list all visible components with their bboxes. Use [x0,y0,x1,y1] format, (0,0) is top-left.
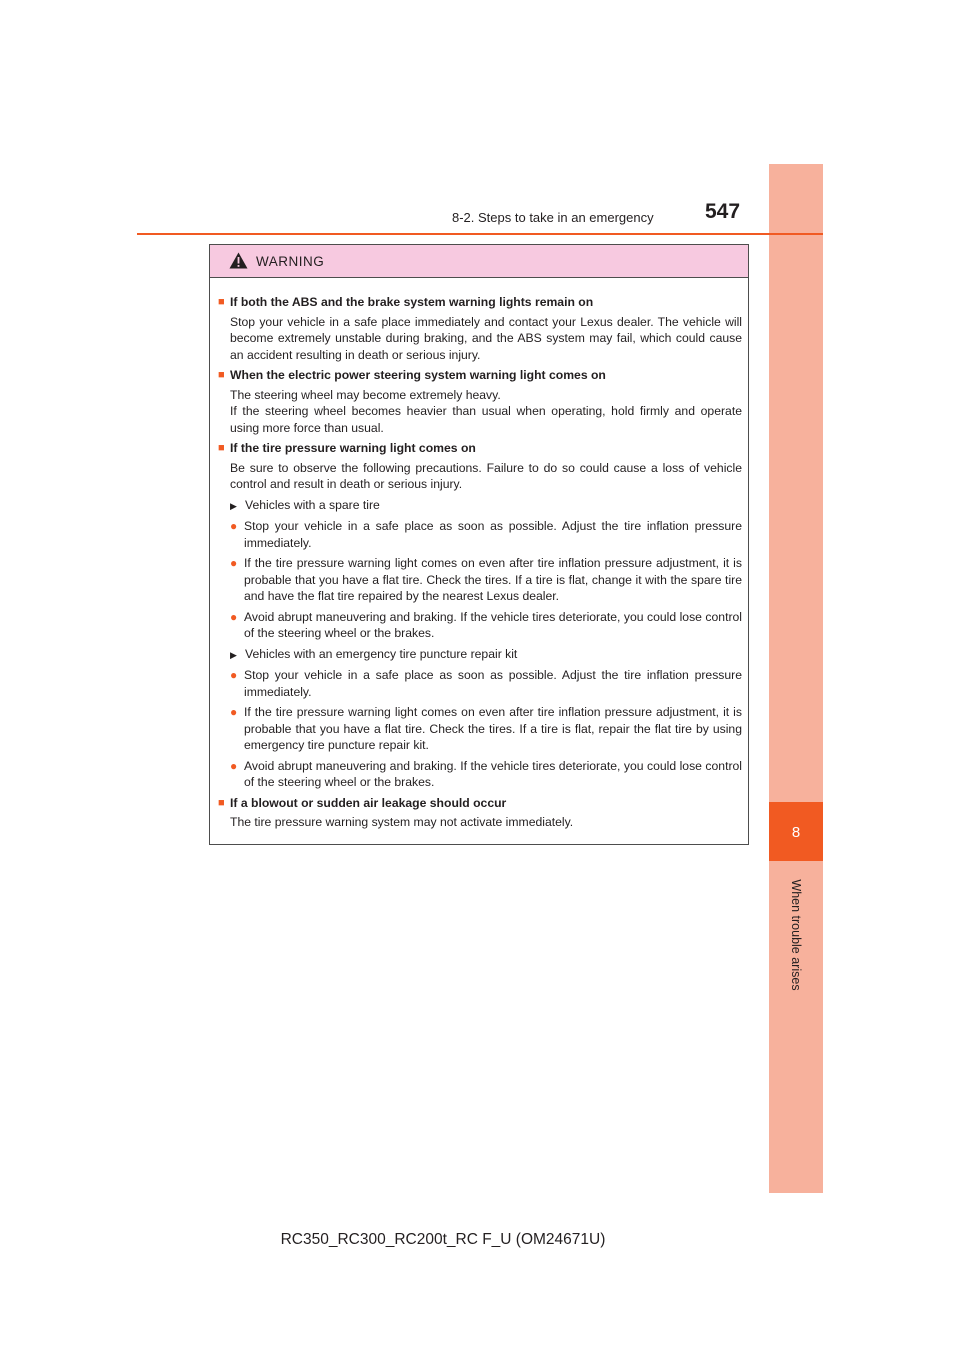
circle-bullet-icon: ● [230,609,238,624]
warning-item-heading: ■ If the tire pressure warning light comes on [218,441,476,455]
warning-item-text: The steering wheel may become extremely heavy. If the steering wheel becomes heavier than usual when operating, hold firmly and operate using more force than usual. [230,387,742,435]
square-bullet-icon: ■ [218,442,225,454]
header-divider [137,233,823,235]
warning-item-text: Stop your vehicle in a safe place immediately and contact your Lexus dealer. The vehicle will become extremely unstable during braking, and the ABS system may fail, which could cause an accident resulting in death or serious injury. [230,314,742,362]
warning-body [210,278,748,831]
vehicle-type-heading: ▶ Vehicles with an emergency tire puncture repair kit [230,646,742,664]
list-item: ● If the tire pressure warning light comes on even after tire inflation pressure adjustment, it is probable that you have a flat tire. Check the tires. If a tire is flat, repair the flat tire by using emergency tire puncture repair kit. [230,705,742,752]
list-item: ● Stop your vehicle in a safe place as soon as possible. Adjust the tire inflation pressure immediately. [230,519,742,550]
square-bullet-icon: ■ [218,369,225,381]
list-item: ● If the tire pressure warning light comes on even after tire inflation pressure adjustment, it is probable that you have a flat tire. Check the tires. If a tire is flat, change it with the spare tire and have the flat tire repaired by the nearest Lexus dealer. [230,556,742,603]
section-title: 8-2. Steps to take in an emergency [452,210,654,225]
warning-item-heading: ■ If both the ABS and the brake system warning lights remain on [218,295,594,309]
vehicle-type-heading: ▶ Vehicles with a spare tire [230,497,742,515]
list-item: ● Stop your vehicle in a safe place as soon as possible. Adjust the tire inflation pressure immediately. [230,668,742,699]
warning-title: WARNING [256,254,325,269]
manual-model-code: RC350_RC300_RC200t_RC F_U (OM24671U) [280,1231,606,1248]
circle-bullet-icon: ● [230,705,238,719]
warning-triangle-icon [229,252,248,269]
list-item: ● Avoid abrupt maneuvering and braking. If the vehicle tires deteriorate, you could lose control of the steering wheel or the brakes. [230,609,742,640]
warning-item-heading: ■ If a blowout or sudden air leakage should occur [218,795,507,810]
circle-bullet-icon: ● [230,519,238,533]
warning-item-text: The tire pressure warning system may not activate immediately. [230,815,574,829]
chapter-title: When trouble arises [789,879,803,991]
circle-bullet-icon: ● [230,668,238,682]
warning-item-text: Be sure to observe the following precautions. Failure to do so could cause a loss of vehicle control and result in death or serious injury. [230,460,742,491]
chapter-side-tab [769,164,823,1193]
square-bullet-icon: ■ [218,796,225,809]
square-bullet-icon: ■ [218,296,225,308]
page-number: 547 [705,200,741,223]
warning-box [209,244,749,845]
circle-bullet-icon: ● [230,556,238,570]
circle-bullet-icon: ● [230,758,238,773]
chapter-number: 8 [791,824,801,841]
list-item: ● Avoid abrupt maneuvering and braking. If the vehicle tires deteriorate, you could lose control of the steering wheel or the brakes. [230,758,742,789]
warning-item-heading: ■ When the electric power steering system warning light comes on [218,368,606,382]
chapter-number-tab [769,802,823,861]
triangle-right-icon: ▶ [230,649,237,660]
warning-header [210,245,748,278]
triangle-right-icon: ▶ [230,500,237,511]
